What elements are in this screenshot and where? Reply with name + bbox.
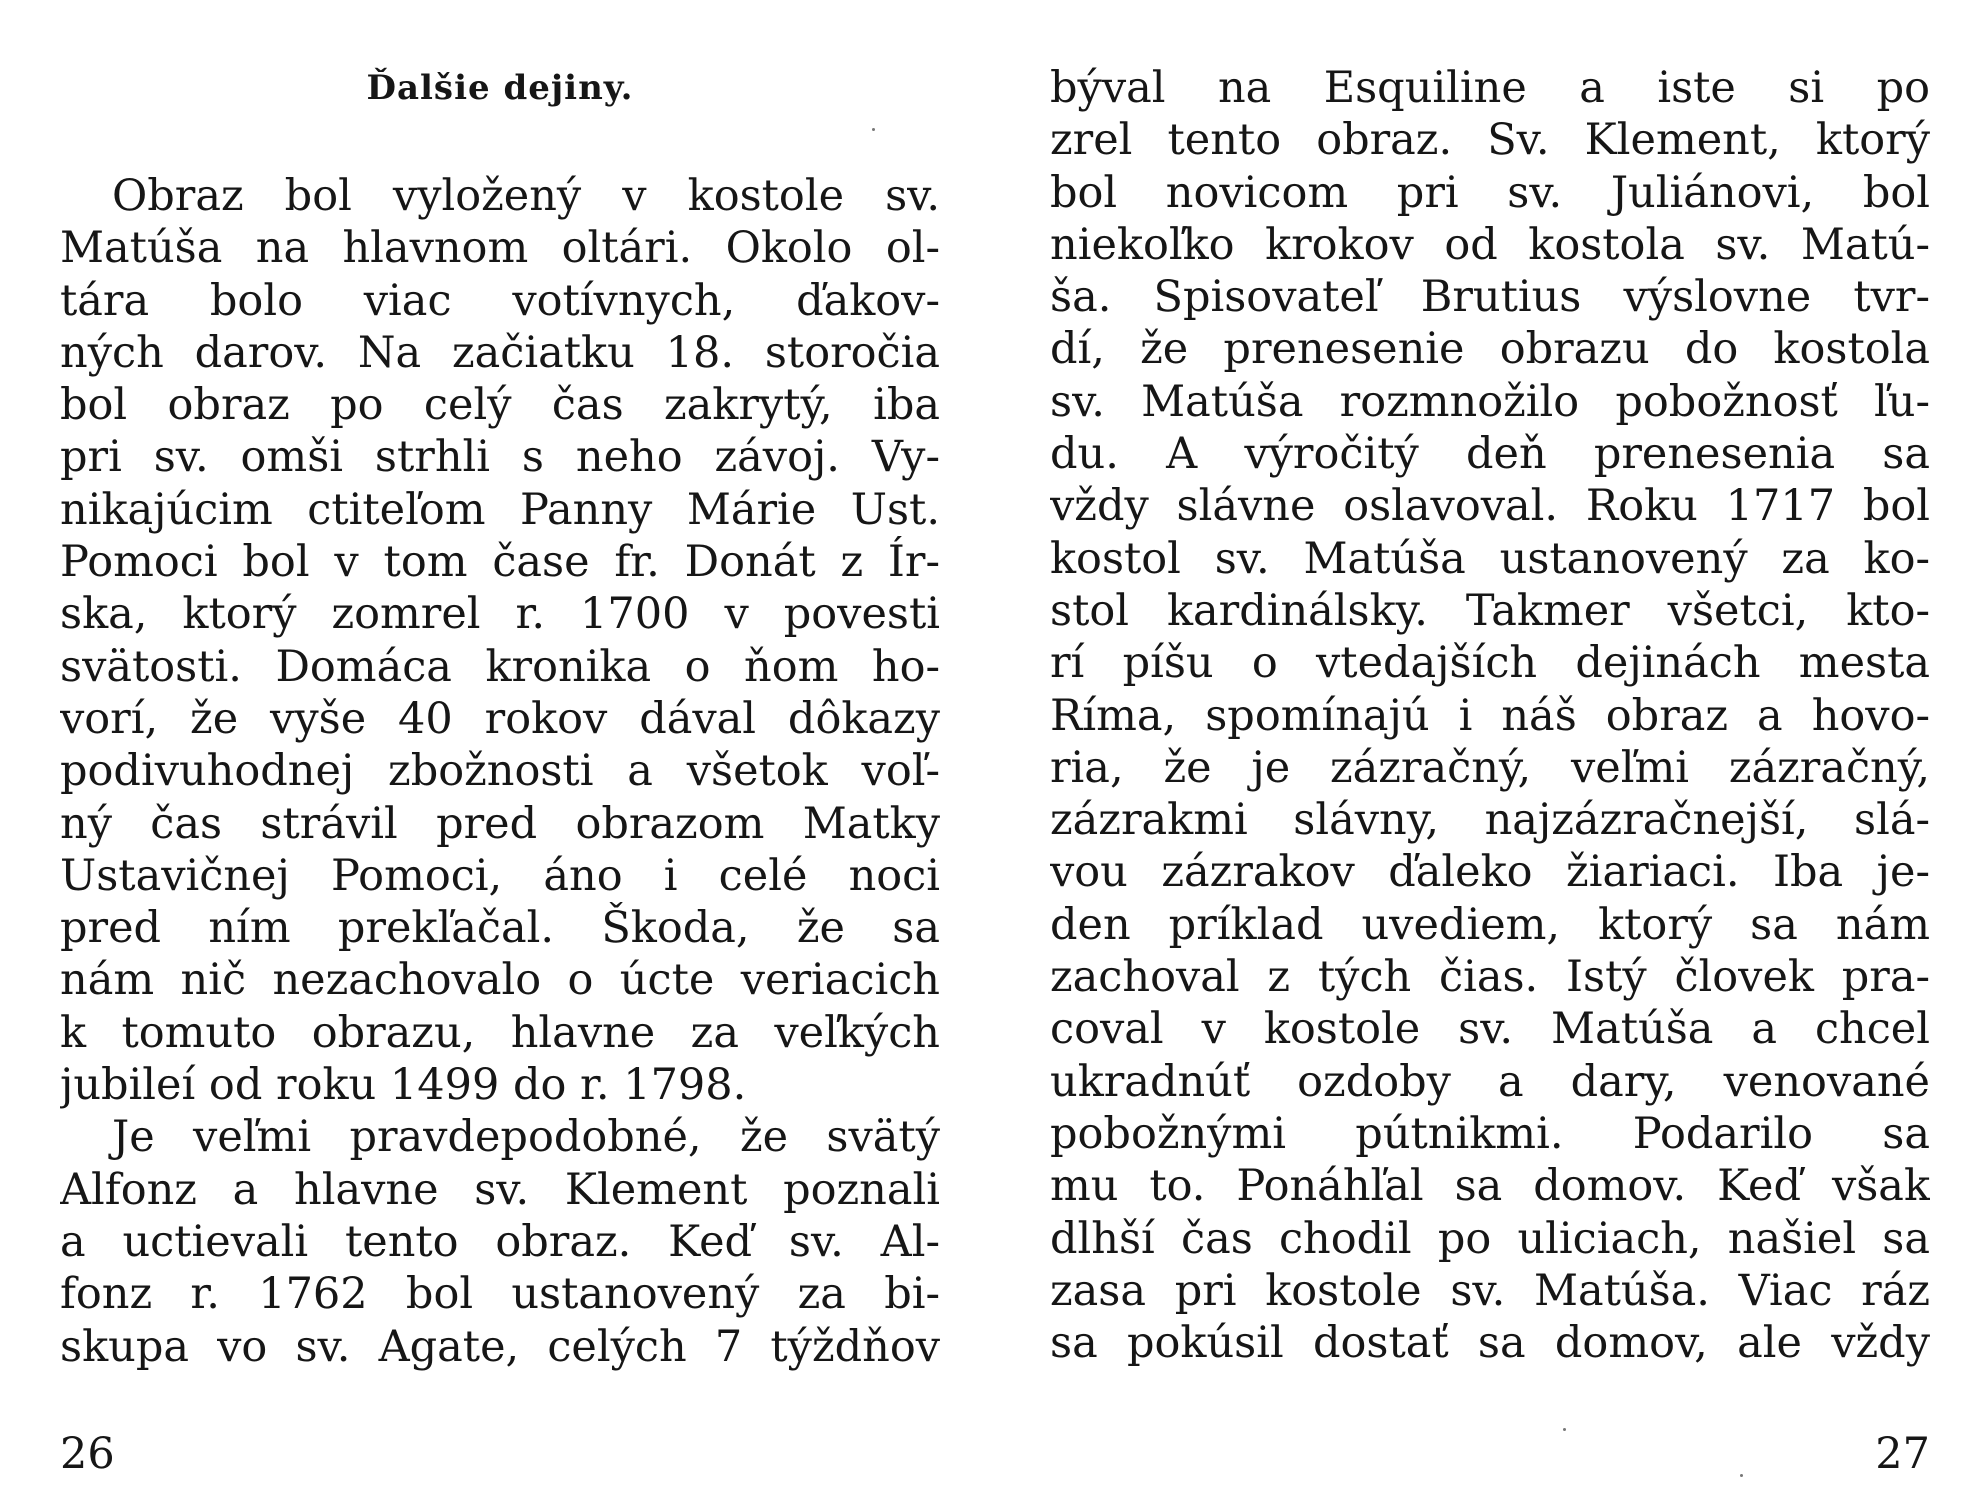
text-line: kostol sv. Matúša ustanovený za ko- [1050, 533, 1930, 584]
text-line: nikajúcim ctiteľom Panny Márie Ust. [60, 484, 940, 535]
text-line: Matúša na hlavnom oltári. Okolo ol- [60, 223, 940, 274]
text-line: mu to. Ponáhľal sa domov. Keď však [1050, 1161, 1930, 1212]
text-line: a uctievali tento obraz. Keď sv. Al- [60, 1216, 940, 1267]
left-page [60, 0, 940, 1500]
text-line: sv. Matúša rozmnožilo pobožnosť ľu- [1050, 376, 1930, 427]
text-line: Obraz bol vyložený v kostole sv. [112, 171, 940, 221]
page-number: 27 [1875, 1429, 1930, 1479]
text-line: fonz r. 1762 bol ustanovený za bi- [60, 1269, 940, 1320]
text-line: ukradnúť ozdoby a dary, venované [1050, 1056, 1930, 1107]
text-line: zasa pri kostole sv. Matúša. Viac ráz [1050, 1265, 1930, 1316]
text-line: tára bolo viac votívnych, ďakov- [60, 275, 940, 326]
text-line: vždy slávne oslavoval. Roku 1717 bol [1050, 481, 1930, 532]
text-line: vorí, že vyše 40 rokov dával dôkazy [60, 693, 940, 744]
text-line: jubileí od roku 1499 do r. 1798. [60, 1060, 747, 1111]
scan-speck [1563, 1428, 1566, 1431]
text-line: den príklad uvediem, ktorý sa nám [1050, 899, 1930, 950]
text-line: du. A výročitý deň prenesenia sa [1050, 429, 1930, 480]
text-line: ný čas strávil pred obrazom Matky [60, 798, 940, 849]
text-line: zrel tento obraz. Sv. Klement, ktorý [1050, 115, 1930, 166]
text-line: rí píšu o vtedajších dejinách mesta [1050, 638, 1930, 689]
section-heading: Ďalšie dejiny. [366, 68, 634, 108]
text-line: zachoval z tých čias. Istý človek pra- [1050, 952, 1930, 1003]
text-line: ša. Spisovateľ Brutius výslovne tvr- [1050, 272, 1930, 323]
text-line: skupa vo sv. Agate, celých 7 týždňov [60, 1321, 940, 1372]
text-line: nám nič nezachovalo o úcte veriacich [60, 955, 940, 1006]
text-line: ných darov. Na začiatku 18. storočia [60, 327, 940, 378]
text-line: pred ním prekľačal. Škoda, že sa [60, 903, 940, 954]
text-line: vou zázrakov ďaleko žiariaci. Iba je- [1050, 847, 1930, 898]
text-line: sa pokúsil dostať sa domov, ale vždy [1050, 1318, 1930, 1369]
text-line: dlhší čas chodil po uliciach, našiel sa [1050, 1213, 1930, 1264]
text-line: k tomuto obrazu, hlavne za veľkých [60, 1007, 940, 1058]
text-line: pobožnými pútnikmi. Podarilo sa [1050, 1108, 1930, 1159]
right-page-text [1050, 62, 1930, 1369]
scan-speck [872, 128, 875, 131]
page-number: 26 [60, 1429, 115, 1479]
text-line: podivuhodnej zbožnosti a všetok voľ- [60, 746, 940, 797]
scan-speck [1740, 1474, 1743, 1477]
text-line: Ustavičnej Pomoci, áno i celé noci [60, 850, 940, 901]
text-line: bol obraz po celý čas zakrytý, iba [60, 380, 940, 431]
text-line: zázrakmi slávny, najzázračnejší, slá- [1050, 795, 1930, 846]
text-line: Pomoci bol v tom čase fr. Donát z Ír- [60, 537, 940, 588]
text-line: coval v kostole sv. Matúša a chcel [1050, 1004, 1930, 1055]
text-line: Alfonz a hlavne sv. Klement poznali [60, 1164, 940, 1215]
text-line: Ríma, spomínajú i náš obraz a hovo- [1050, 690, 1930, 741]
text-line: niekoľko krokov od kostola sv. Matú- [1050, 219, 1930, 270]
text-line: býval na Esquiline a iste si po [1050, 63, 1930, 113]
text-line: dí, že prenesenie obrazu do kostola [1050, 324, 1930, 375]
text-line: Je veľmi pravdepodobné, že svätý [112, 1112, 940, 1163]
text-line: svätosti. Domáca kronika o ňom ho- [60, 641, 940, 692]
right-page [1050, 0, 1930, 1500]
text-line: bol novicom pri sv. Juliánovi, bol [1050, 167, 1930, 218]
text-line: ria, že je zázračný, veľmi zázračný, [1050, 742, 1930, 793]
text-line: stol kardinálsky. Takmer všetci, kto- [1050, 585, 1930, 636]
left-page-text [60, 170, 940, 1373]
text-line: pri sv. omši strhli s neho závoj. Vy- [60, 432, 940, 483]
text-line: ska, ktorý zomrel r. 1700 v povesti [60, 589, 940, 640]
